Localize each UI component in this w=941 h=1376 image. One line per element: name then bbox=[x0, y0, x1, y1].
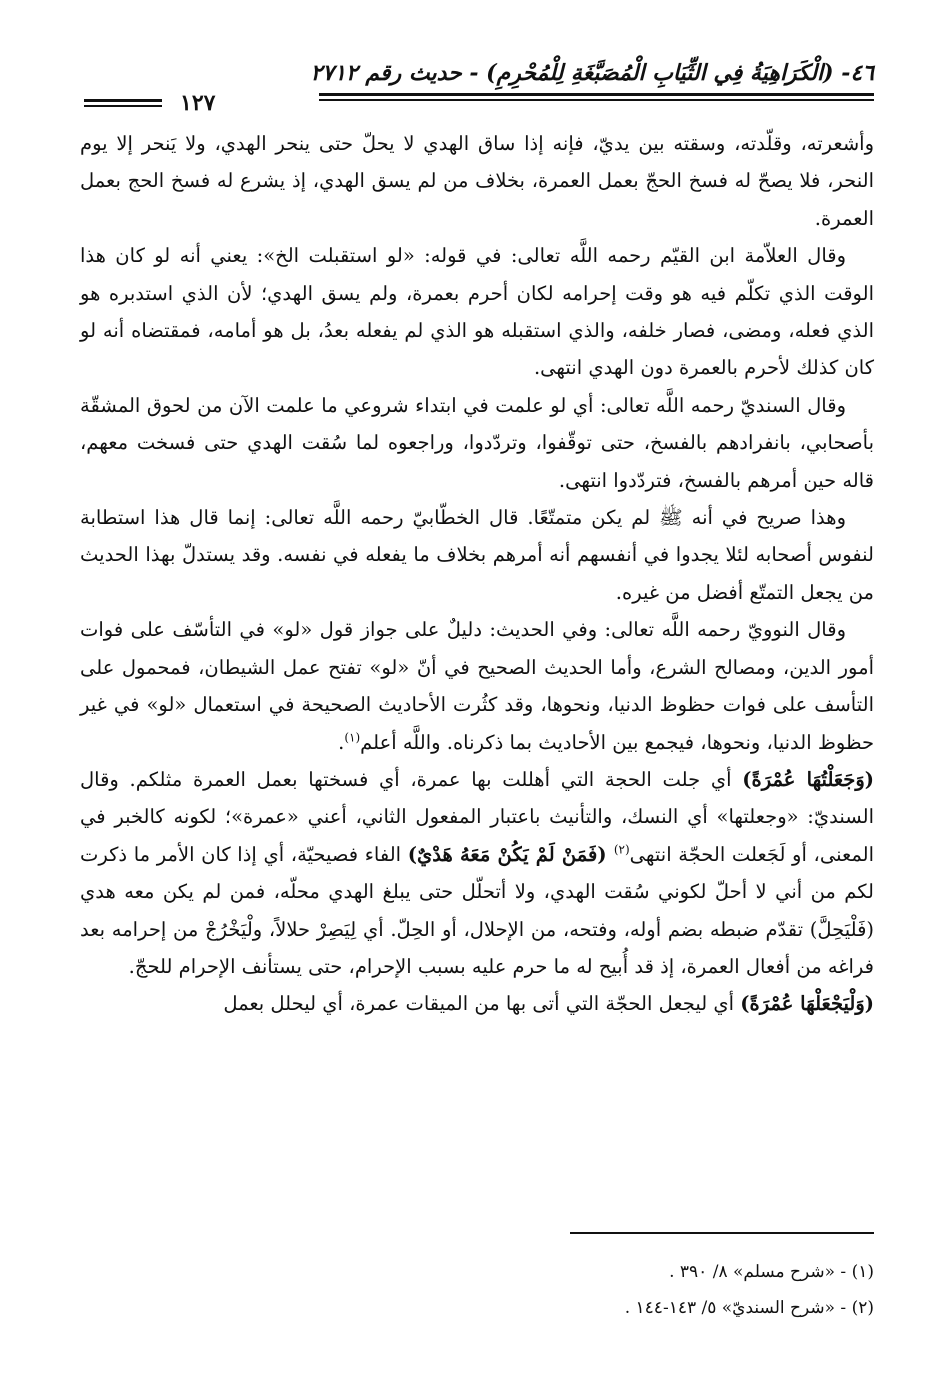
footnote-text: - «شرح السنديّ» ٥/ ١٤٣-١٤٤ . bbox=[624, 1298, 847, 1318]
page-number-rule-bottom bbox=[84, 105, 162, 107]
footnote-ref[interactable]: (٢) bbox=[613, 842, 630, 857]
paragraph-text: . bbox=[338, 730, 345, 754]
footnote-marker: (١) bbox=[851, 1262, 874, 1282]
footnote-item bbox=[80, 1254, 874, 1290]
header-rule-bottom bbox=[319, 99, 874, 101]
quoted-phrase: (فَمَنْ لَمْ يَكُنْ مَعَهُ هَدْيٌ) bbox=[407, 842, 614, 866]
footnote-marker: (٢) bbox=[851, 1298, 874, 1318]
paragraph-text: وقال النوويّ رحمه اللَّه تعالى: وفي الحديث: دليلٌ على جواز قول «لو» في التأسّف على فوات أمور الدين، ومصالح الشرع، وأما الحديث الصحيح في أنّ «لو» تفتح عمل الشيطان، فمحمول على التأسف على فوات حظوظ الدنيا، ونحوها، وقد كثُرت الأحاديث الصحيحة في استعمال «لو» في غير حظوظ الدنيا، ونحوها، فيجمع بين الأحاديث بما ذكرناه. واللَّه أعلم bbox=[80, 618, 874, 754]
paragraph-text: وهذا صريح في أنه ﷺ لم يكن متمتّعًا. قال الخطّابيّ رحمه اللَّه تعالى: إنما قال هذا استطابة لنفوس أصحابه لئلا يجدوا في أنفسهم أنه أمرهم بخلاف ما يفعله في نفسه. وقد يستدلّ بهذا الحديث من يجعل التمتّع أفضل من غيره. bbox=[80, 506, 874, 604]
paragraph-text: أي جلت الحجة التي أهللت بها عمرة، أي فسختها بعمل العمرة مثلكم. وقال السنديّ: «وجعلتها» أي النسك، والتأنيث باعتبار المفعول الثاني، أعني «عمرة»؛ لكونه كالخبر في المعنى، أو لَجَعلت الحجّة انتهى bbox=[80, 767, 874, 866]
paragraph-text: وأشعرته، وقلّدته، وسقته بين يديّ، فإنه إذا ساق الهدي لا يحلّ حتى ينحر الهدي، ولا يَنحر إلا يوم النحر، فلا يصحّ له فسخ الحجّ بعمل العمرة، بخلاف من لم يسق الهدي، إذ يشرع له فسخ الحج بعمل العمرة. bbox=[80, 132, 874, 230]
paragraph bbox=[80, 985, 874, 1022]
header-rule-top bbox=[319, 93, 874, 96]
paragraph bbox=[80, 387, 874, 499]
paragraph bbox=[80, 761, 874, 985]
paragraph-text: أي ليجعل الحجّة التي أتى بها من الميقات عمرة، أي ليحلل بعمل bbox=[223, 992, 741, 1016]
paragraph bbox=[80, 237, 874, 387]
running-title: ٤٦- (الْكَرَاهِيَةُ فِي الثِّيَابِ الْمُصَبَّغَةِ لِلْمُحْرِمِ) - حديث رقم ٢٧١٢ bbox=[310, 60, 874, 86]
quoted-phrase: (وَلْيَجْعَلْهَا عُمْرَةً) bbox=[740, 992, 874, 1016]
body-text bbox=[80, 125, 874, 1023]
page-header bbox=[84, 60, 874, 116]
paragraph bbox=[80, 125, 874, 237]
footnote-text: - «شرح مسلم» ٨/ ٣٩٠ . bbox=[669, 1262, 847, 1282]
footnotes bbox=[80, 1254, 874, 1326]
page-number: ١٢٧ bbox=[180, 90, 216, 116]
quoted-phrase: (وَجَعَلْتُهَا عُمْرَةً) bbox=[742, 767, 875, 791]
paragraph bbox=[80, 611, 874, 761]
paragraph bbox=[80, 499, 874, 611]
footnote-ref[interactable]: (١) bbox=[344, 730, 361, 744]
footnote-item bbox=[80, 1290, 874, 1326]
footnote-separator bbox=[570, 1232, 874, 1234]
paragraph-text: وقال العلاّمة ابن القيّم رحمه اللَّه تعالى: في قوله: «لو استقبلت الخ»: يعني أنه لو كان هذا الوقت الذي تكلّم فيه هو وقت إحرامه لكان أحرم بعمرة، ولم يسق الهدي؛ لأن الذي استدبره هو الذي فعله، ومضى، فصار خلفه، والذي استقبله هو الذي لم يفعله بعدُ، بل هو أمامه، فمقتضاه أنه لو كان كذلك لأحرم بالعمرة دون الهدي انتهى. bbox=[80, 244, 874, 380]
paragraph-text: الفاء فصيحيّة، أي إذا كان الأمر ما ذكرت لكم من أني لا أحلّ لكوني سُقت الهدي، ولا أتحلّل حتى يبلغ الهدي محلّه، فمن لم يكن معه هدي (فَلْيَحِلَّ) تقدّم ضبطه بضم أوله، وفتحه، من الإحلال، أو الحِلّ. أي لِيَصِرْ حلالاً، ولْيَخْرُجْ من إحرامه بعد فراغه من أفعال العمرة، إذ قد أُبيح له ما حرم عليه بسبب الإحرام، حتى يستأنف الإحرام للحجّ. bbox=[80, 842, 874, 978]
page-number-rule-top bbox=[84, 99, 162, 102]
paragraph-text: وقال السنديّ رحمه اللَّه تعالى: أي لو علمت في ابتداء شروعي ما علمت الآن من لحوق المشقّة بأصحابي، بانفرادهم بالفسخ، حتى توقّفوا، وتردّدوا، وراجعوه لما سُقت الهدي حتى فسخت معهم، قاله حين أمرهم بالفسخ، فتردّدوا انتهى. bbox=[80, 393, 874, 492]
